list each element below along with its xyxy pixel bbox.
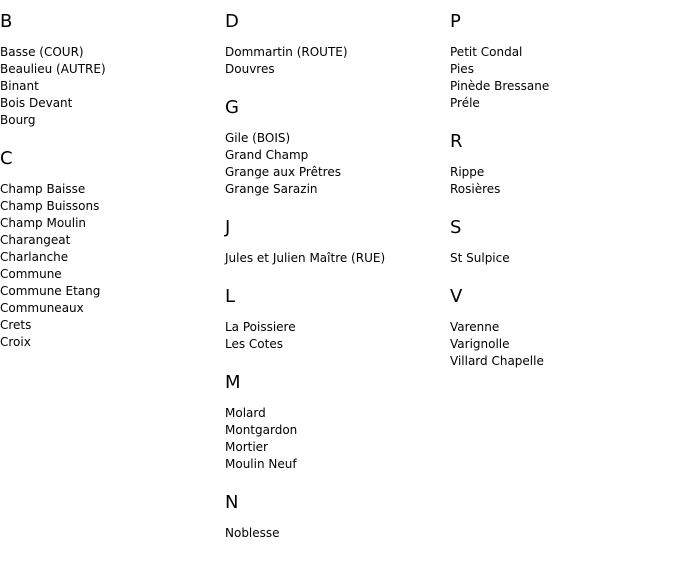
street-link[interactable]: Varignolle — [450, 337, 510, 351]
street-list — [450, 319, 672, 370]
street-link[interactable]: Pinède Bressane — [450, 79, 550, 93]
letter-section-v — [450, 284, 672, 370]
street-list — [450, 250, 672, 267]
letter-section-p — [450, 9, 672, 112]
street-list — [225, 44, 447, 78]
letter-section-r — [450, 129, 672, 198]
letter-heading: N — [225, 492, 239, 513]
street-link[interactable]: Croix — [0, 335, 31, 349]
street-link[interactable]: Grange Sarazin — [225, 182, 318, 196]
street-link[interactable]: Moulin Neuf — [225, 457, 297, 471]
street-link[interactable]: Commune — [0, 267, 62, 281]
street-link[interactable]: Petit Condal — [450, 45, 523, 59]
street-link[interactable]: La Poissiere — [225, 320, 296, 334]
street-list — [225, 319, 447, 353]
letter-section-n — [225, 490, 447, 542]
street-link[interactable]: Beaulieu (AUTRE) — [0, 62, 106, 76]
letter-section-m — [225, 370, 447, 473]
letter-section-d — [225, 9, 447, 78]
street-link[interactable]: Bourg — [0, 113, 36, 127]
street-link[interactable]: Villard Chapelle — [450, 354, 544, 368]
letter-heading: P — [450, 11, 461, 32]
letter-section-b — [0, 9, 222, 129]
street-list — [225, 405, 447, 473]
index-column-1 — [0, 9, 222, 368]
street-link[interactable]: Noblesse — [225, 526, 280, 540]
street-link[interactable]: Charangeat — [0, 233, 71, 247]
letter-heading: D — [225, 11, 239, 32]
letter-heading: G — [225, 97, 239, 118]
street-list — [225, 250, 447, 267]
street-link[interactable]: Charlanche — [0, 250, 69, 264]
street-link[interactable]: Grand Champ — [225, 148, 309, 162]
letter-heading: C — [0, 148, 13, 169]
street-link[interactable]: Champ Buissons — [0, 199, 100, 213]
street-link[interactable]: Les Cotes — [225, 337, 283, 351]
street-link[interactable]: Dommartin (ROUTE) — [225, 45, 348, 59]
street-link[interactable]: Basse (COUR) — [0, 45, 84, 59]
letter-heading: S — [450, 217, 462, 238]
letter-heading: M — [225, 372, 241, 393]
street-link[interactable]: Crets — [0, 318, 32, 332]
street-link[interactable]: Rippe — [450, 165, 485, 179]
street-list — [225, 130, 447, 198]
letter-section-s — [450, 215, 672, 267]
street-link[interactable]: Douvres — [225, 62, 275, 76]
index-column-2 — [225, 9, 447, 559]
street-link[interactable]: Pies — [450, 62, 474, 76]
street-link[interactable]: Champ Moulin — [0, 216, 87, 230]
street-link[interactable]: Binant — [0, 79, 39, 93]
street-link[interactable]: Commune Etang — [0, 284, 101, 298]
street-list — [225, 525, 447, 542]
street-link[interactable]: Gile (BOIS) — [225, 131, 291, 145]
index-column-3 — [450, 9, 672, 387]
letter-section-j — [225, 215, 447, 267]
letter-heading: L — [225, 286, 236, 307]
street-link[interactable]: Jules et Julien Maître (RUE) — [225, 251, 386, 265]
letter-section-g — [225, 95, 447, 198]
street-list — [0, 181, 222, 351]
street-link[interactable]: Communeaux — [0, 301, 84, 315]
street-link[interactable]: Champ Baisse — [0, 182, 86, 196]
street-list — [450, 164, 672, 198]
letter-heading: V — [450, 286, 463, 307]
street-link[interactable]: Mortier — [225, 440, 268, 454]
street-link[interactable]: Rosières — [450, 182, 501, 196]
street-link[interactable]: Molard — [225, 406, 266, 420]
letter-heading: R — [450, 131, 463, 152]
letter-section-c — [0, 146, 222, 351]
letter-heading: B — [0, 11, 13, 32]
letter-section-l — [225, 284, 447, 353]
street-list — [450, 44, 672, 112]
street-link[interactable]: Préle — [450, 96, 480, 110]
street-link[interactable]: Bois Devant — [0, 96, 73, 110]
street-list — [0, 44, 222, 129]
street-link[interactable]: Varenne — [450, 320, 500, 334]
street-link[interactable]: Grange aux Prêtres — [225, 165, 341, 179]
street-link[interactable]: St Sulpice — [450, 251, 510, 265]
letter-heading: J — [225, 217, 231, 238]
street-link[interactable]: Montgardon — [225, 423, 298, 437]
